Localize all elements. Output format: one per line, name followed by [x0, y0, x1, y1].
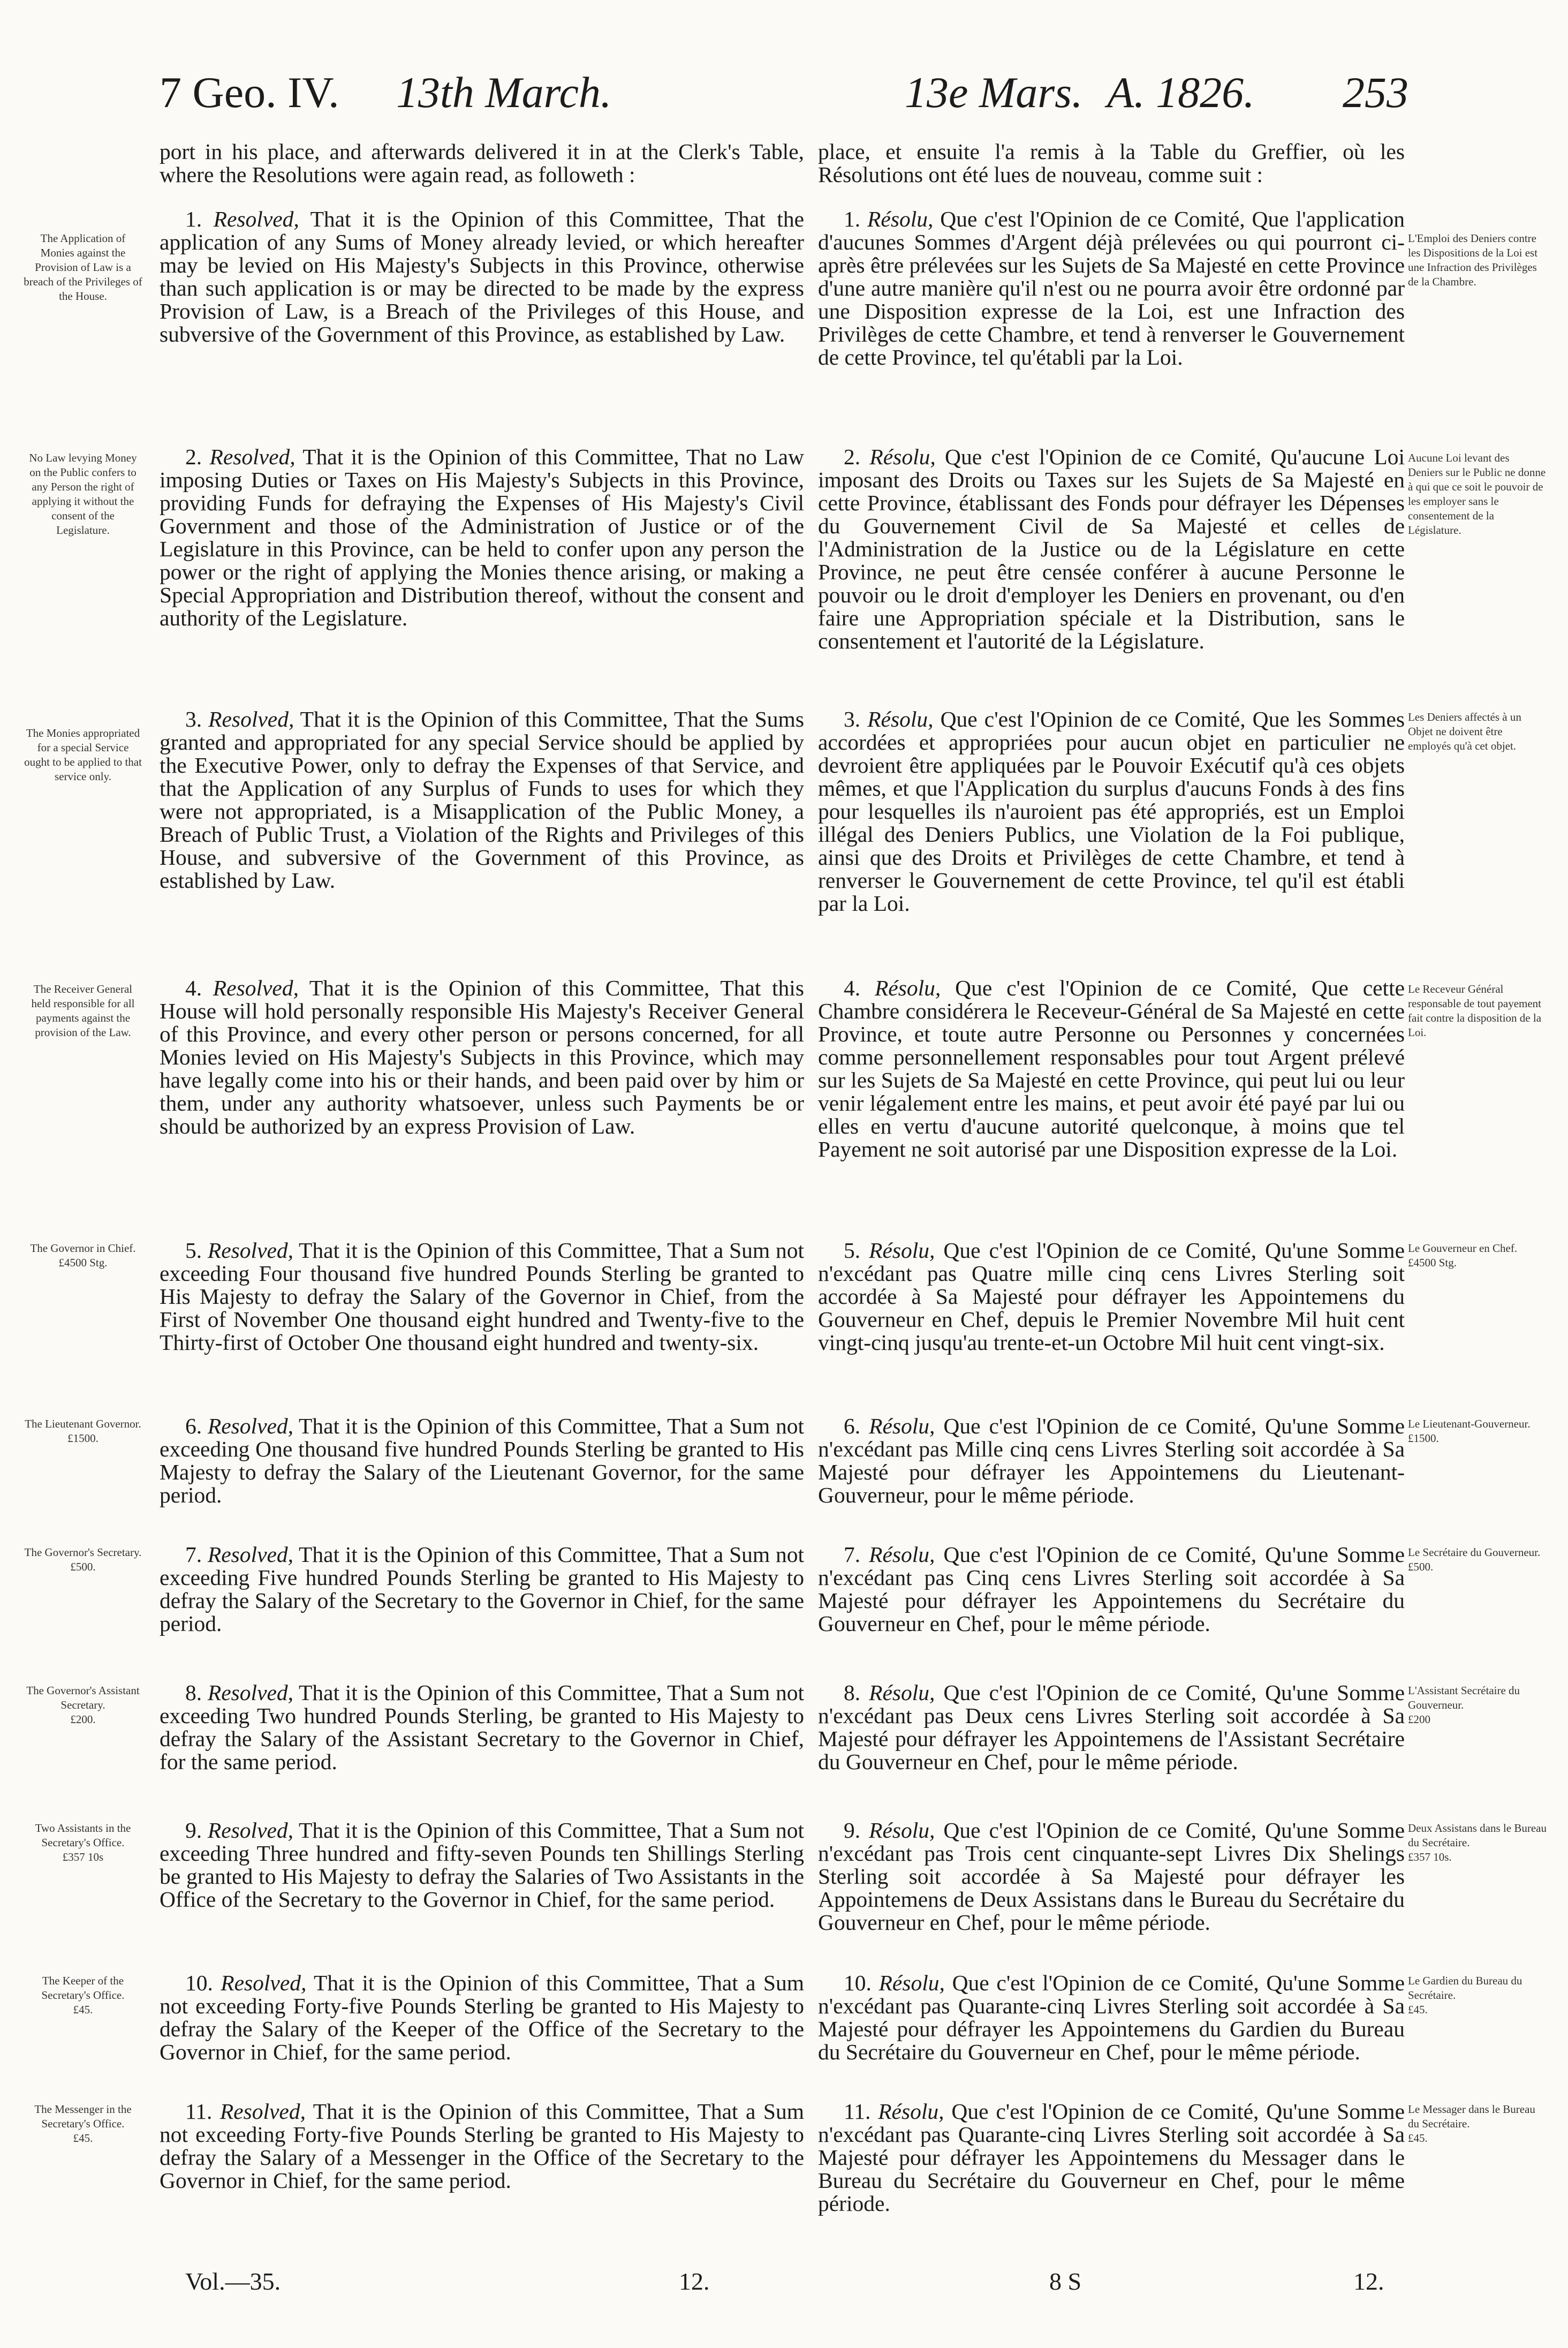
resolution-number: 2. — [185, 444, 202, 469]
sidenote-fr: Aucune Loi levant des Deniers sur le Public ne donne à qui que ce soit le pouvoir de les employer sans le consentement de la Législature. — [1408, 451, 1546, 537]
resolved-keyword: Resolved, — [207, 1542, 294, 1567]
resolved-keyword: Resolved, — [207, 1238, 294, 1263]
page-number: 253 — [1343, 68, 1408, 117]
resolution-text-en — [160, 1681, 804, 1773]
resolution-body: That it is the Opinion of this Committee, That the application of any Sums of Money already levied, or which hereafter may be levied on His Majesty's Subjects in this Province, otherwise than such application is or may be directed to be made by the express Provision of Law, is a Breach of the Privileges of this House, and subversive of the Government of this Province, as established by Law. — [160, 207, 804, 346]
resolution-number: 1. — [844, 207, 861, 231]
resolution-body: That it is the Opinion of this Committee, That a Sum not exceeding Forty-five Pounds Sterling be granted to His Majesty to defray the Salary of a Messenger in the Office of the Secretary to the Governor in Chief, for the same period. — [160, 2099, 804, 2193]
resolution-number: 8. — [185, 1680, 202, 1705]
resolu-keyword: Résolu, — [869, 1238, 935, 1263]
resolved-keyword: Resolved, — [207, 1818, 294, 1843]
resolution-text-fr — [818, 1415, 1405, 1507]
sidenote-fr: Le Gouverneur en Chef. £4500 Stg. — [1408, 1242, 1518, 1269]
volume-label: Vol.—35. — [185, 2268, 281, 2295]
resolution-number: 2. — [844, 444, 861, 469]
resolution-body: Que c'est l'Opinion de ce Comité, Qu'une Somme n'excédant pas Deux cens Livres Sterling soit accordée à Sa Majesté pour défrayer les Appointemens de l'Assistant Secrétaire du Gouverneur en Chef, pour le même période. — [818, 1680, 1405, 1774]
sidenote-fr: Le Messager dans le Bureau du Secrétaire. £45. — [1408, 2103, 1535, 2145]
resolved-keyword: Resolved, — [207, 1680, 294, 1705]
resolution-text-en — [160, 708, 804, 892]
resolved-keyword: Resolved, — [209, 444, 296, 469]
date-en: 13th March. — [396, 68, 612, 117]
resolved-keyword: Resolved, — [207, 1414, 294, 1438]
resolution-number: 9. — [185, 1818, 202, 1843]
resolution-body: That it is the Opinion of this Committee, That a Sum not exceeding Three hundred and fifty-seven Pounds ten Shillings Sterling be granted to His Majesty to defray the Salaries of Two Assistants in the Office of the Secretary to the Governor in Chief, for the same period. — [160, 1818, 804, 1912]
sidenote-en: No Law levying Money on the Public confers to any Person the right of applying it without the consent of the Legislature. — [29, 451, 137, 537]
sidenote-en: Two Assistants in the Secretary's Office. £357 10s — [35, 1822, 131, 1863]
resolu-keyword: Résolu, — [869, 444, 936, 469]
resolution-text-en — [160, 1972, 804, 2064]
sidenote-fr: Deux Assistans dans le Bureau du Secrétaire. £357 10s. — [1408, 1822, 1547, 1863]
resolution-text-en — [160, 1239, 804, 1354]
sidenote-fr: Le Lieutenant-Gouverneur. £1500. — [1408, 1417, 1531, 1445]
resolution-body: That it is the Opinion of this Committee, That the Sums granted and appropriated for any special Service should be applied by the Executive Power, only to defray the Expenses of that Service, and that the Application of any Surplus of Funds to uses for which they were not appropriated, is a Misapplication of the Public Money, a Breach of Public Trust, a Violation of the Rights and Privileges of this House, and subversive of the Government of this Province, as established by Law. — [160, 707, 804, 893]
resolution-text-en — [160, 446, 804, 630]
resolution-text-fr — [818, 208, 1405, 369]
sidenote-fr: Les Deniers affectés à un Objet ne doivent être employés qu'à cet objet. — [1408, 711, 1521, 752]
resolution-text-fr — [818, 1819, 1405, 1934]
intro-en: port in his place, and afterwards delivered it in at the Clerk's Table, where the Resolutions were again read, as followeth : — [160, 139, 804, 187]
sidenote-fr: Le Secrétaire du Gouverneur. £500. — [1408, 1546, 1541, 1573]
resolution-body: That it is the Opinion of this Committee, That a Sum not exceeding Two hundred Pounds Sterling, be granted to His Majesty to defray the Salary of the Assistant Secretary to the Governor in Chief, for the same period. — [160, 1680, 804, 1774]
resolu-keyword: Résolu, — [869, 1542, 935, 1567]
resolution-number: 5. — [844, 1238, 861, 1263]
resolution-number: 5. — [185, 1238, 202, 1263]
resolution-body: Que c'est l'Opinion de ce Comité, Qu'une Somme n'excédant pas Cinq cens Livres Sterling soit accordée à Sa Majesté pour défrayer les Appointemens du Secrétaire du Gouverneur en Chef, pour le même période. — [818, 1542, 1405, 1636]
resolution-text-fr — [818, 1972, 1405, 2064]
resolution-number: 1. — [185, 207, 202, 231]
resolution-number: 3. — [185, 707, 202, 731]
resolution-body: That it is the Opinion of this Committee, That no Law imposing Duties or Taxes on His Majesty's Subjects in this Province, providing Funds for defraying the Expenses of His Majesty's Civil Government and those of the Administration of Justice or of the Legislature in this Province, can be held to confer upon any person the power or the right of applying the Monies thence arising, or making a Special Appropriation and Distribution thereof, without the consent and authority of the Legislature. — [160, 444, 804, 630]
resolution-text-fr — [818, 446, 1405, 653]
resolution-number: 4. — [844, 976, 861, 1000]
resolved-keyword: Resolved, — [208, 707, 294, 731]
resolution-text-fr — [818, 1543, 1405, 1635]
resolu-keyword: Résolu, — [874, 976, 941, 1000]
resolution-number: 3. — [844, 707, 861, 731]
signature-mark: 8 S — [1049, 2268, 1082, 2295]
resolution-body: Que c'est l'Opinion de ce Comité, Que les Sommes accordées et appropriées pour aucun objet en particulier ne devroient être appliquées par le Pouvoir Exécutif qu'à ces objets mêmes, et que l'Application du surplus d'aucuns Fonds à des fins pour lesquelles ils n'auroient pas été appropriés, est un Emploi illégal des Deniers Publics, une Violation de la Foi publique, ainsi que des Droits et Privilèges de cette Chambre, et tend à renverser le Gouvernement de cette Province, tel qu'il est établi par la Loi. — [818, 707, 1405, 916]
resolution-body: Que c'est l'Opinion de ce Comité, Qu'une Somme n'excédant pas Mille cinq cens Livres Sterling soit accordée à Sa Majesté pour défrayer les Appointemens du Lieutenant-Gouverneur, pour le même période. — [818, 1414, 1405, 1507]
resolu-keyword: Résolu, — [878, 1970, 945, 1995]
resolution-number: 10. — [844, 1970, 872, 1995]
resolution-text-en — [160, 977, 804, 1138]
sidenote-fr: L'Assistant Secrétaire du Gouverneur. £200 — [1408, 1684, 1520, 1726]
resolution-text-fr — [818, 708, 1405, 915]
resolved-keyword: Resolved, — [221, 1970, 307, 1995]
sidenote-en: The Governor's Secretary. £500. — [24, 1546, 142, 1573]
resolved-keyword: Resolved, — [213, 207, 299, 231]
resolved-keyword: Resolved, — [213, 976, 299, 1000]
resolution-text-fr — [818, 977, 1405, 1161]
resolution-text-en — [160, 2100, 804, 2192]
resolution-number: 8. — [844, 1680, 861, 1705]
resolution-number: 4. — [185, 976, 202, 1000]
resolution-body: Que c'est l'Opinion de ce Comité, Qu'aucune Loi imposant des Droits ou Taxes sur les Sujets de Sa Majesté en cette Province, établissant des Fonds pour défrayer les Dépenses du Gouvernement Civil de Sa Majesté et celles de l'Administration de la Justice ou de la Législature en cette Province, ne peut être censée conférer à aucune Personne le pouvoir ou le droit d'employer les Deniers en provenant, ou d'en faire une Appropriation spéciale et la Distribution, sans le consentement et l'autorité de la Législature. — [818, 444, 1405, 653]
resolution-text-fr — [818, 2100, 1405, 2215]
resolution-body: Que c'est l'Opinion de ce Comité, Qu'une Somme n'excédant pas Quatre mille cinq cens Livres Sterling soit accordée à Sa Majesté pour défrayer les Appointemens du Gouverneur en Chef, depuis le Premier Novembre Mil huit cent vingt-cinq jusqu'au trente-et-un Octobre Mil huit cent vingt-six. — [818, 1238, 1405, 1355]
resolution-body: Que c'est l'Opinion de ce Comité, Qu'une Somme n'excédant pas Quarante-cinq Livres Sterling soit accordée à Sa Majesté pour défrayer les Appointemens du Messager dans le Bureau du Secrétaire du Gouverneur en Chef, pour le même période. — [818, 2099, 1405, 2216]
resolu-keyword: Résolu, — [869, 1414, 935, 1438]
folio-en: 12. — [679, 2268, 710, 2295]
resolu-keyword: Résolu, — [867, 707, 934, 731]
resolution-text-fr — [818, 1681, 1405, 1773]
resolution-number: 11. — [185, 2099, 213, 2124]
resolution-text-en — [160, 1543, 804, 1635]
resolution-body: Que c'est l'Opinion de ce Comité, Que l'application d'aucunes Sommes d'Argent déjà prélevées ou qui pourront ci-après être prélevées sur les Sujets de Sa Majesté en cette Province d'une autre manière qu'il n'est ou ne pourra avoir être ordonné par une Disposition expresse de la Loi, est une Infraction des Privilèges de cette Chambre, et tend à renverser le Gouvernement de cette Province, tel qu'établi par la Loi. — [818, 207, 1405, 369]
resolution-number: 6. — [185, 1414, 202, 1438]
date-fr: 13e Mars. — [905, 68, 1083, 117]
resolution-number: 7. — [185, 1542, 202, 1567]
sidenote-fr: L'Emploi des Deniers contre les Dispositions de la Loi est une Infraction des Privilèges de la Chambre. — [1408, 232, 1538, 288]
intro-fr: place, et ensuite l'a remis à la Table du Greffier, où les Résolutions ont été lues de nouveau, comme suit : — [818, 139, 1405, 187]
resolu-keyword: Résolu, — [869, 1680, 935, 1705]
resolution-number: 11. — [844, 2099, 871, 2124]
page-footer — [0, 2267, 1568, 2305]
resolution-body: That it is the Opinion of this Committee, That a Sum not exceeding Forty-five Pounds Sterling be granted to His Majesty to defray the Salary of the Keeper of the Office of the Secretary to the Governor in Chief, for the same period. — [160, 1970, 804, 2064]
resolu-keyword: Résolu, — [878, 2099, 944, 2124]
sidenote-en: The Governor's Assistant Secretary. £200. — [26, 1684, 140, 1726]
sidenote-en: The Messenger in the Secretary's Office. £45. — [34, 2103, 132, 2145]
resolution-text-fr — [818, 1239, 1405, 1354]
resolution-number: 10. — [185, 1970, 213, 1995]
resolution-body: Que c'est l'Opinion de ce Comité, Que cette Chambre considérera le Receveur-Général de Sa Majesté en cette Province, et toute autre Personne ou Personnes y concernées comme personnellement responsables pour tout Argent prélevé sur les Sujets de Sa Majesté en cette Province, qui peut lui ou leur venir légalement entre les mains, et peut avoir été payé par lui ou elles en vertu d'aucune autorité quelconque, à moins que tel Payement ne soit autorisé par une Disposition expresse de la Loi. — [818, 976, 1405, 1161]
sidenote-en: The Lieutenant Governor. £1500. — [25, 1417, 141, 1445]
resolution-text-en — [160, 208, 804, 346]
sidenote-fr: Le Gardien du Bureau du Secrétaire. £45. — [1408, 1974, 1522, 2016]
year-label: A. 1826. — [1107, 68, 1255, 117]
running-header — [0, 67, 1568, 142]
resolution-number: 7. — [844, 1542, 861, 1567]
resolved-keyword: Resolved, — [219, 2099, 306, 2124]
sidenote-en: The Governor in Chief. £4500 Stg. — [30, 1242, 136, 1269]
sidenote-en: The Monies appropriated for a special Service ought to be applied to that service only. — [24, 727, 142, 783]
resolution-body: Que c'est l'Opinion de ce Comité, Qu'une Somme n'excédant pas Trois cent cinquante-sept Livres Dix Shelings Sterling soit accordée à Sa Majesté pour défrayer les Appointemens de Deux Assistans dans le Bureau du Secrétaire du Gouverneur en Chef, pour le même période. — [818, 1818, 1405, 1935]
resolu-keyword: Résolu, — [867, 207, 934, 231]
resolution-text-en — [160, 1819, 804, 1911]
sidenote-en: The Receiver General held responsible for all payments against the provision of the Law. — [31, 983, 135, 1039]
sidenote-fr: Le Receveur Général responsable de tout payement fait contre la disposition de la Loi. — [1408, 983, 1542, 1039]
resolution-number: 6. — [844, 1414, 861, 1438]
resolu-keyword: Résolu, — [869, 1818, 935, 1843]
resolution-body: That it is the Opinion of this Committee, That a Sum not exceeding One thousand five hundred Pounds Sterling be granted to His Majesty to defray the Salary of the Lieutenant Governor, for the same period. — [160, 1414, 804, 1507]
resolution-body: That it is the Opinion of this Committee, That this House will hold personally responsible His Majesty's Receiver General of this Province, and every other person or persons concerned, for all Monies levied on His Majesty's Subjects in this Province, which may have legally come into his or their hands, and been paid over by him or them, under any authority whatsoever, unless such Payments be or should be authorized by an express Provision of Law. — [160, 976, 804, 1138]
reign-label: 7 Geo. IV. — [160, 68, 339, 117]
resolution-number: 9. — [844, 1818, 861, 1843]
resolution-body: That it is the Opinion of this Committee, That a Sum not exceeding Four thousand five hundred Pounds Sterling be granted to His Majesty to defray the Salary of the Governor in Chief, from the First of November One thousand eight hundred and Twenty-five to the Thirty-first of October One thousand eight hundred and twenty-six. — [160, 1238, 804, 1355]
sidenote-en: The Keeper of the Secretary's Office. £45. — [41, 1974, 125, 2016]
resolution-body: Que c'est l'Opinion de ce Comité, Qu'une Somme n'excédant pas Quarante-cinq Livres Sterling soit accordée à Sa Majesté pour défrayer les Appointemens du Gardien du Bureau du Secrétaire du Gouverneur en Chef, pour le même période. — [818, 1970, 1405, 2064]
sidenote-en: The Application of Monies against the Provision of Law is a breach of the Privileges of the House. — [24, 232, 142, 303]
resolution-text-en — [160, 1415, 804, 1507]
folio-fr: 12. — [1353, 2268, 1384, 2295]
resolution-body: That it is the Opinion of this Committee, That a Sum not exceeding Five hundred Pounds Sterling be granted to His Majesty to defray the Salary of the Secretary to the Governor in Chief, for the same period. — [160, 1542, 804, 1636]
